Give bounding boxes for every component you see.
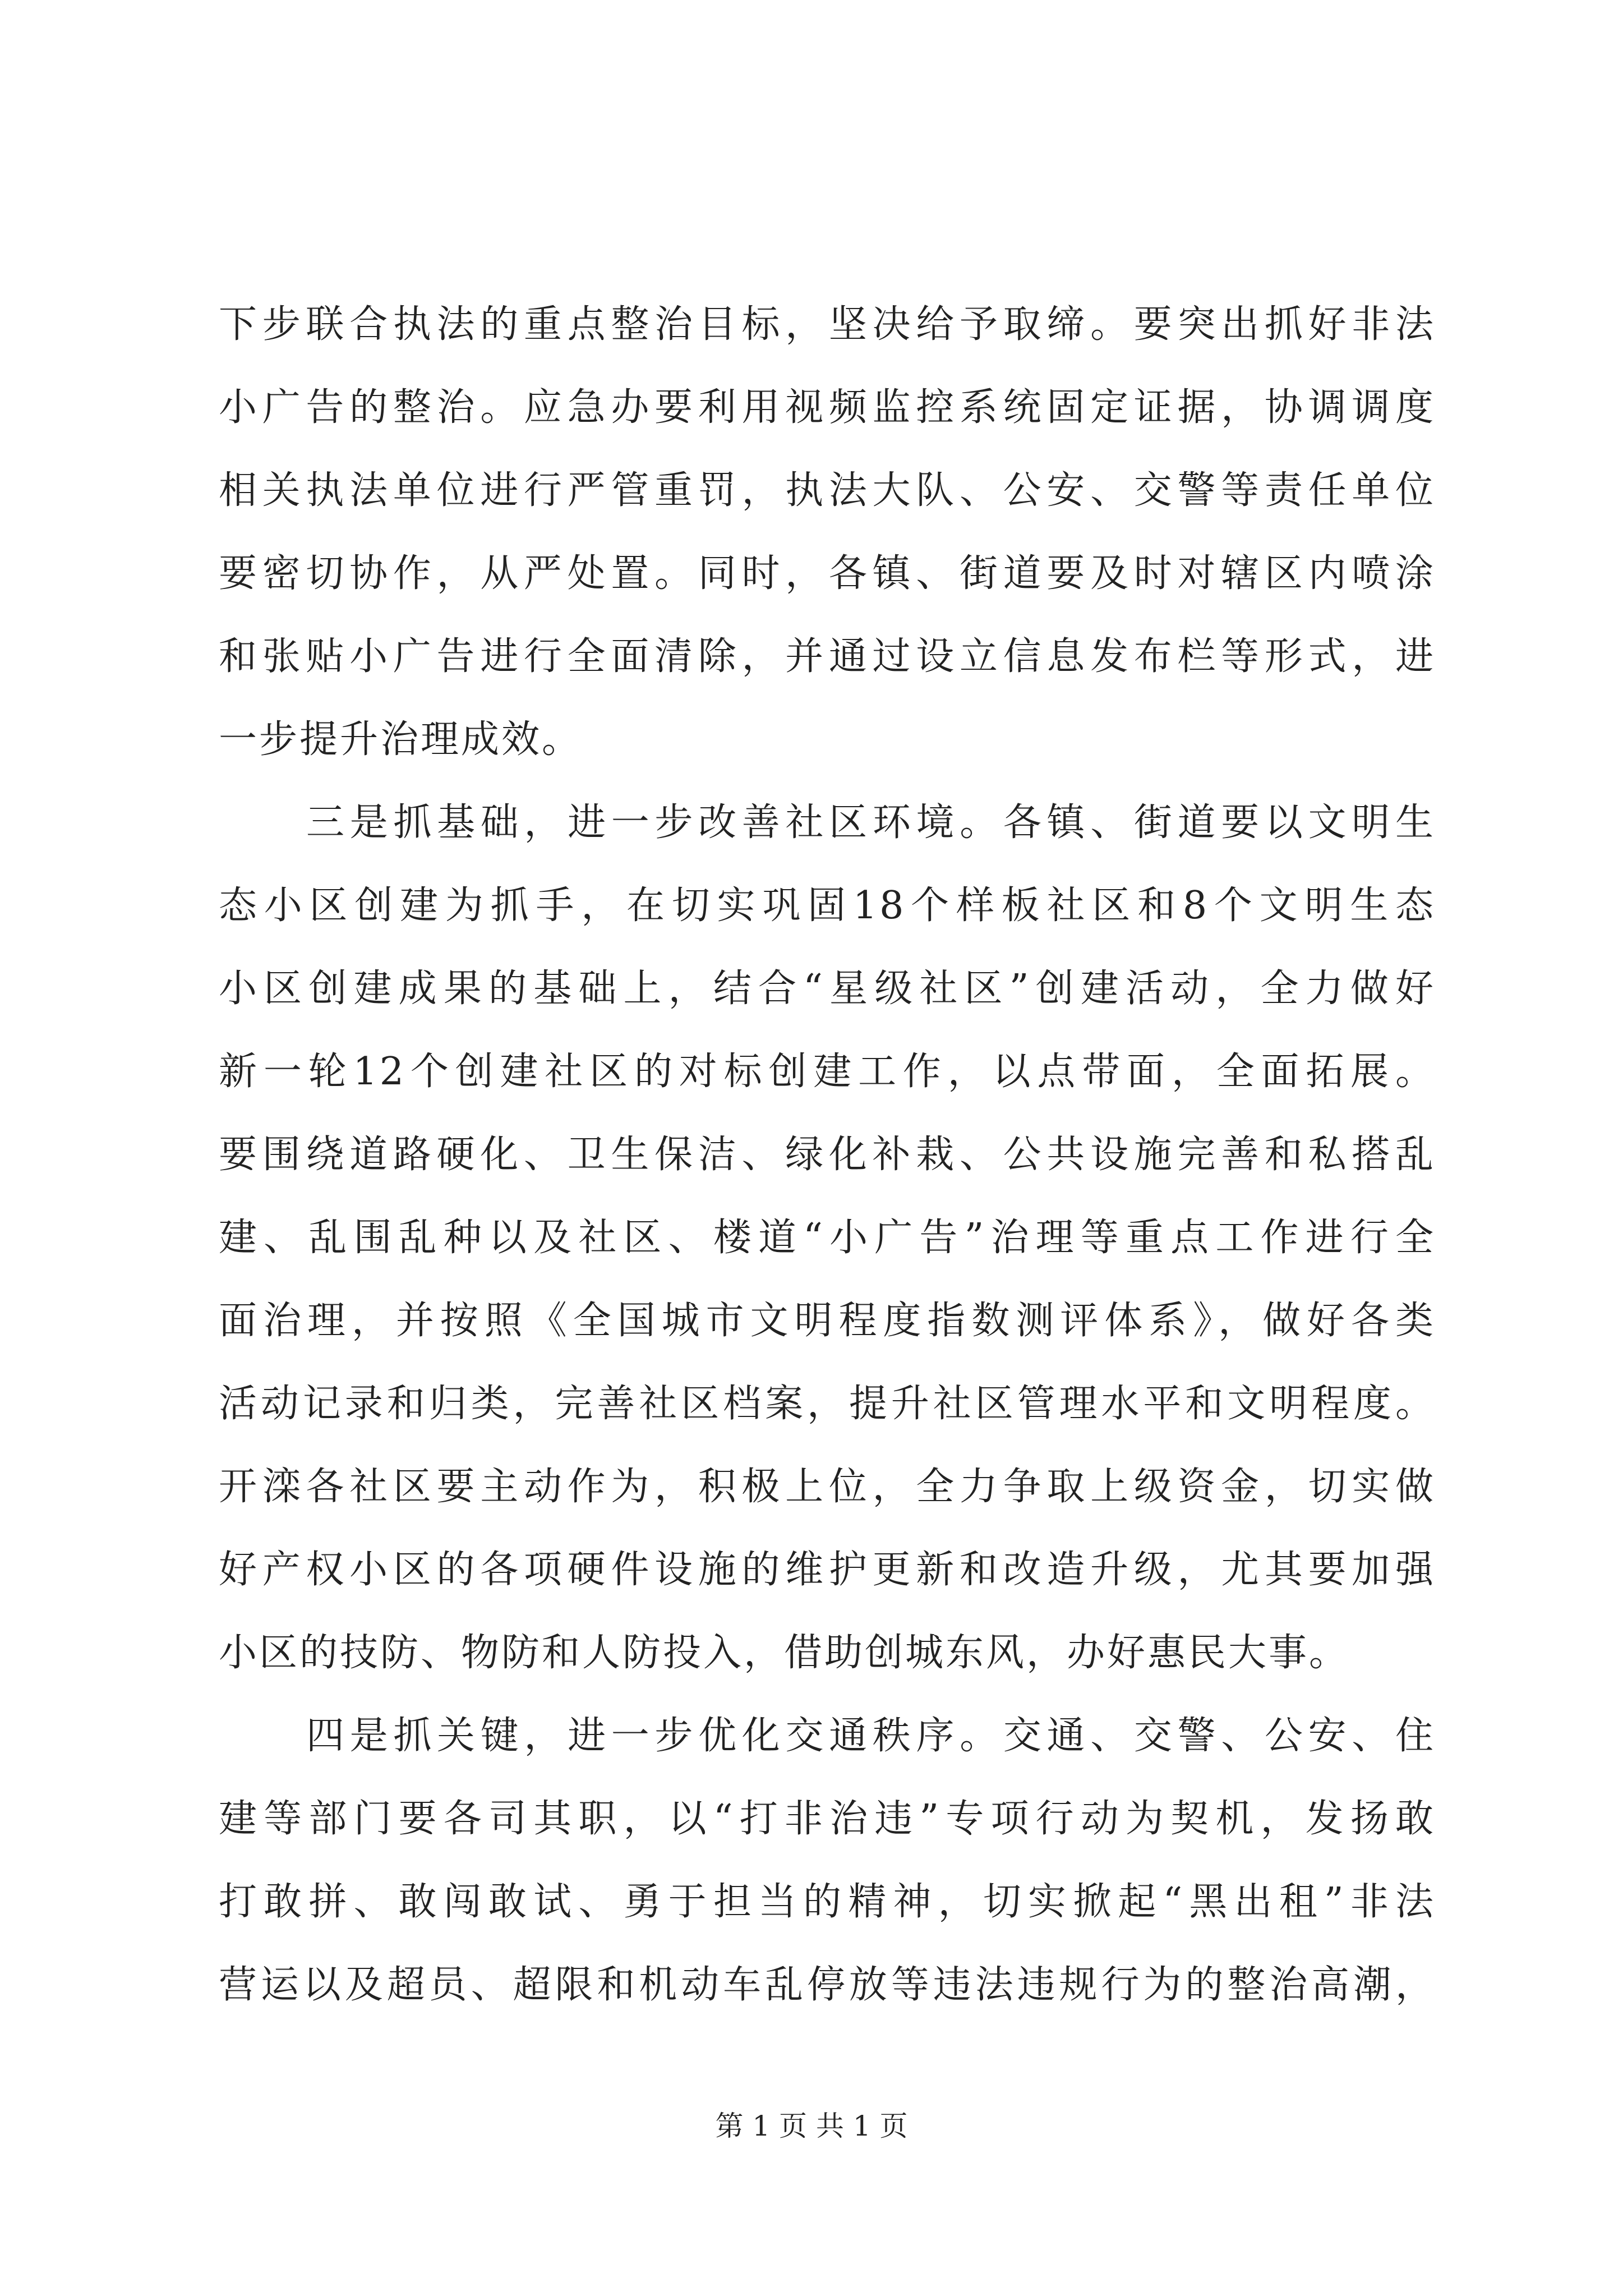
text-line: 面治理，并按照《全国城市文明程度指数测评体系》，做好各类 [219, 1299, 1436, 1343]
text-line: 小区创建成果的基础上，结合“星级社区”创建活动，全力做好 [219, 967, 1436, 1011]
text-line: 下步联合执法的重点整治目标，坚决给予取缔。要突出抓好非法 [219, 302, 1436, 347]
text-line: 建等部门要各司其职，以“打非治违”专项行动为契机，发扬敢 [219, 1797, 1436, 1841]
text-line: 一步提升治理成效。 [219, 717, 583, 762]
text-line: 活动记录和归类，完善社区档案，提升社区管理水平和文明程度。 [219, 1382, 1436, 1426]
text-line: 和张贴小广告进行全面清除，并通过设立信息发布栏等形式，进 [219, 634, 1436, 679]
page-number-footer: 第 1 页 共 1 页 [715, 2110, 908, 2142]
paragraph-start-line: 四是抓关键，进一步优化交通秩序。交通、交警、公安、住 [306, 1714, 1436, 1758]
text-line: 态小区创建为抓手，在切实巩固18个样板社区和8个文明生态 [219, 884, 1436, 928]
text-line: 小区的技防、物防和人防投入，借助创城东风，办好惠民大事。 [219, 1631, 1350, 1675]
text-line: 打敢拼、敢闯敢试、勇于担当的精神，切实掀起“黑出租”非法 [219, 1880, 1436, 1924]
text-line: 小广告的整治。应急办要利用视频监控系统固定证据，协调调度 [219, 385, 1436, 430]
body-text [219, 283, 1436, 2027]
text-line: 好产权小区的各项硬件设施的维护更新和改造升级，尤其要加强 [219, 1548, 1436, 1592]
text-line: 要密切协作，从严处置。同时，各镇、街道要及时对辖区内喷涂 [219, 551, 1436, 596]
text-line: 要围绕道路硬化、卫生保洁、绿化补栽、公共设施完善和私搭乱 [219, 1133, 1436, 1177]
text-line: 新一轮12个创建社区的对标创建工作，以点带面，全面拓展。 [219, 1050, 1436, 1094]
text-line: 开滦各社区要主动作为，积极上位，全力争取上级资金，切实做 [219, 1465, 1436, 1509]
text-line: 营运以及超员、超限和机动车乱停放等违法违规行为的整治高潮， [219, 1963, 1436, 2007]
text-line: 建、乱围乱种以及社区、楼道“小广告”治理等重点工作进行全 [219, 1216, 1436, 1260]
paragraph-start-line: 三是抓基础，进一步改善社区环境。各镇、街道要以文明生 [306, 800, 1436, 845]
text-line: 相关执法单位进行严管重罚，执法大队、公安、交警等责任单位 [219, 468, 1436, 513]
